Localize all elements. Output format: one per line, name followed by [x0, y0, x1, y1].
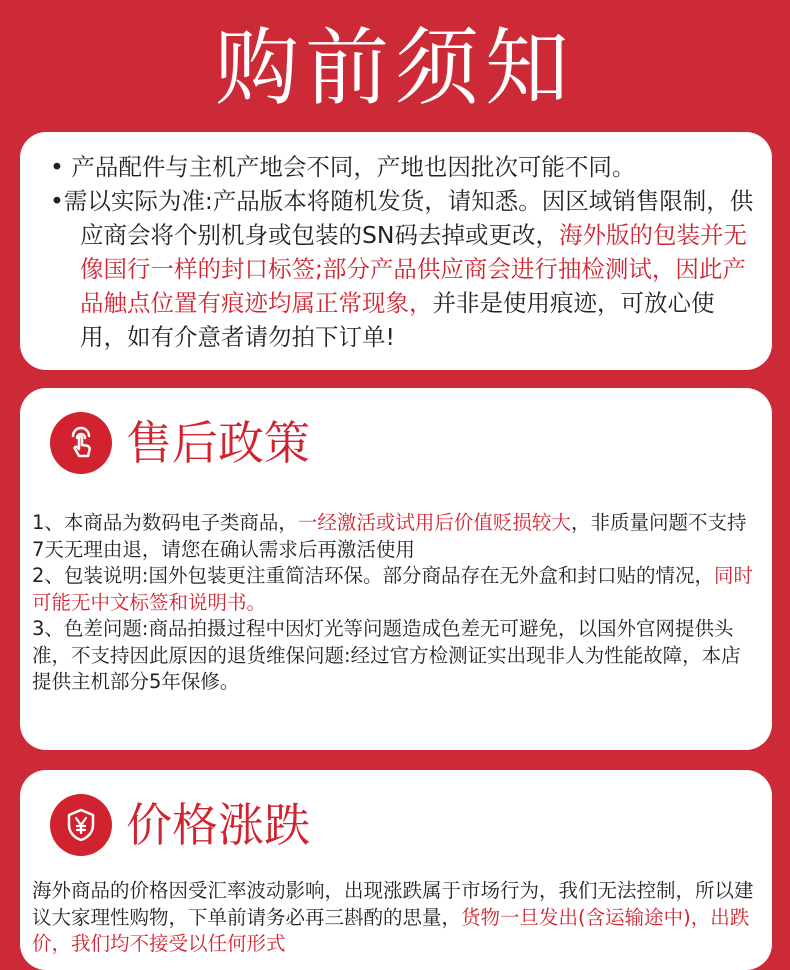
price-text — [32, 878, 758, 958]
notice-highlight: 海外版的包装并无像国行一样的封口标签;部分产品供应商会进行抽检测试，因此产品触点位置有痕迹均属正常现象， — [80, 221, 747, 317]
after-sales-title: 售后政策 — [126, 416, 310, 470]
after-sales-text — [32, 510, 758, 696]
notice-card — [20, 132, 772, 370]
price-title: 价格涨跌 — [126, 798, 310, 852]
hand-tap-icon — [50, 412, 112, 474]
price-paragraph: 海外商品的价格因受汇率波动影响，出现涨跌属于市场行为，我们无法控制，所以建议大家理性购物，下单前请务必再三斟酌的思量，货物一旦发出(含运输途中)，出跌价，我们均不接受以任何形式 — [32, 879, 754, 955]
price-card — [20, 770, 772, 970]
after-sales-card — [20, 388, 772, 750]
after-sales-header — [50, 408, 310, 478]
bullet: • — [50, 153, 64, 181]
policy-item-2: 2、包装说明:国外包装更注重简洁环保。部分商品存在无外盒和封口贴的情况，同时可能无中文标签和说明书。 — [32, 564, 753, 614]
notice-item-1: • 产品配件与主机产地会不同，产地也因批次可能不同。 — [50, 153, 636, 181]
page-title: 购前须知 — [214, 19, 575, 117]
policy-item-3: 3、色差问题:商品拍摄过程中因灯光等问题造成色差无可避免，以国外官网提供头准，不支持因此原因的退货维保问题:经过官方检测证实出现非人为性能故障，本店提供主机部分5年保修。 — [32, 617, 741, 693]
policy-item-1: 1、本商品为数码电子类商品，一经激活或试用后价值贬损较大，非质量问题不支持7天无理由退，请您在确认需求后再激活使用 — [32, 511, 747, 561]
notice-item-2: •需以实际为准:产品版本将随机发货，请知悉。因区域销售限制，供应商会将个别机身或包装的SN码去掉或更改，海外版的包装并无像国行一样的封口标签;部分产品供应商会进行抽检测试，因此产品触点位置有痕迹均属正常现象，并非是使用痕迹，可放心使用，如有介意者请勿拍下订单! — [50, 187, 754, 351]
bullet: • — [50, 187, 64, 215]
yen-shield-icon — [50, 794, 112, 856]
price-header — [50, 790, 310, 860]
